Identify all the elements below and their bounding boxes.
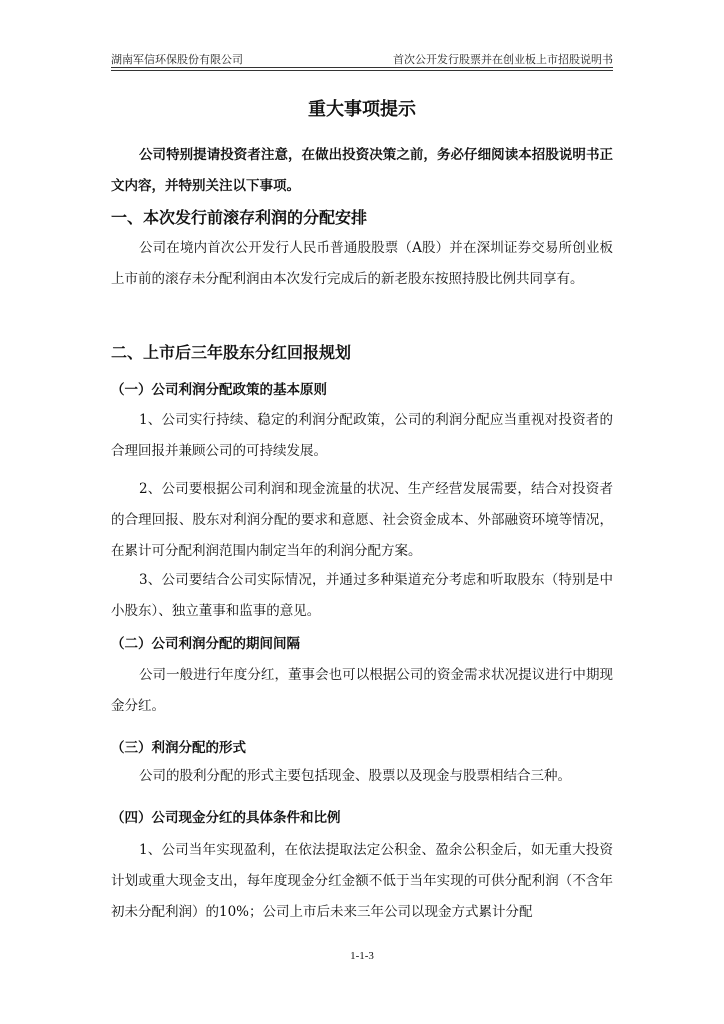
header-rule-secondary [111,70,613,71]
section1-heading: 一、本次发行前滚存利润的分配安排 [111,208,368,227]
page-number: 1-1-3 [350,950,374,962]
subsection2-para1: 公司一般进行年度分红，董事会也可以根据公司的资金需求状况提议进行中期现金分红。 [111,667,613,714]
subsection1-para3: 3、公司要结合公司实际情况，并通过多种渠道充分考虑和听取股东（特别是中小股东）、独立董事和监事的意见。 [111,572,613,619]
header-rule [111,67,613,68]
subsection4-para1: 1、公司当年实现盈利，在依法提取法定公积金、盈余公积金后，如无重大投资计划或重大现金支出，每年度现金分红金额不低于当年实现的可供分配利润（不含年初未分配利润）的10%；公司上市后未来三年公司以现金方式累计分配 [111,842,613,920]
section1-paragraph: 公司在境内首次公开发行人民币普通股股票（A股）并在深圳证券交易所创业板上市前的滚存未分配利润由本次发行完成后的新老股东按照持股比例共同享有。 [111,240,613,287]
subsection3-para1: 公司的股利分配的形式主要包括现金、股票以及现金与股票相结合三种。 [139,768,571,784]
subsection2-heading: （二）公司利润分配的期间间隔 [111,636,300,652]
section2-heading: 二、上市后三年股东分红回报规划 [111,343,352,362]
intro-paragraph: 公司特别提请投资者注意，在做出投资决策之前，务必仔细阅读本招股说明书正文内容，并特别关注以下事项。 [111,147,613,194]
subsection3-heading: （三）利润分配的形式 [111,740,246,756]
subsection1-para1: 1、公司实行持续、稳定的利润分配政策，公司的利润分配应当重视对投资者的合理回报并兼顾公司的可持续发展。 [111,412,613,459]
subsection1-heading: （一）公司利润分配政策的基本原则 [111,382,327,398]
running-header [111,49,613,67]
header-document-title: 首次公开发行股票并在创业板上市招股说明书 [393,53,613,66]
subsection4-heading: （四）公司现金分红的具体条件和比例 [111,810,341,826]
header-company-name: 湖南军信环保股份有限公司 [111,53,243,66]
subsection1-para2: 2、公司要根据公司利润和现金流量的状况、生产经营发展需要，结合对投资者的合理回报、股东对利润分配的要求和意愿、社会资金成本、外部融资环境等情况，在累计可分配利润范围内制定当年的利润分配方案。 [111,481,613,559]
page-title: 重大事项提示 [308,99,416,120]
